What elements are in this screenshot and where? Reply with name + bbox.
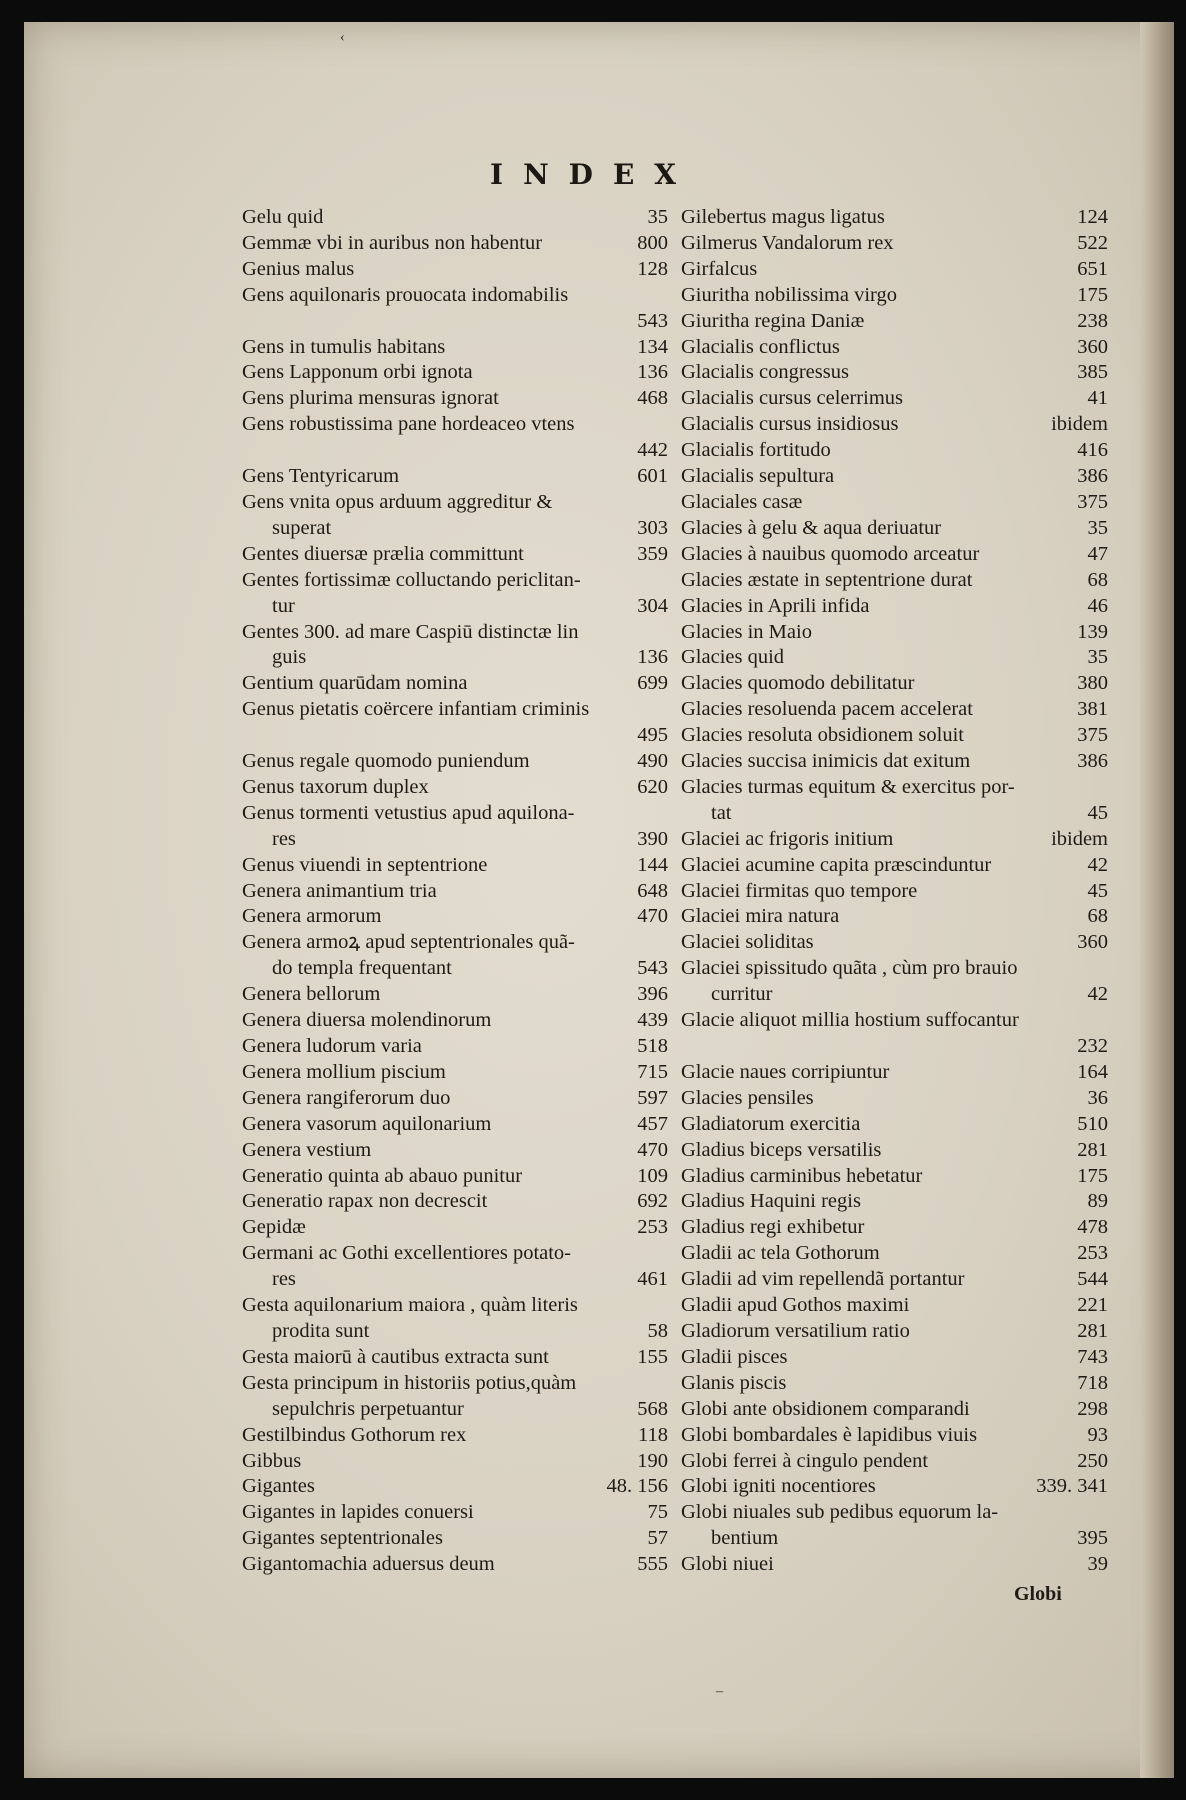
entry-text: Gens aquilonaris prouocata indomabilis <box>242 283 569 306</box>
entry-page: 470 <box>637 905 668 928</box>
entry-page: 381 <box>1077 698 1108 721</box>
entry-text: Gladius carminibus hebetatur <box>681 1164 923 1187</box>
entry-text: Genera vasorum aquilonarium <box>242 1112 492 1135</box>
entry-text: Gibbus <box>242 1449 302 1472</box>
index-entry <box>242 386 668 412</box>
entry-page: 386 <box>1077 465 1108 488</box>
entry-page: 522 <box>1077 231 1108 254</box>
entry-page: 93 <box>1087 1423 1108 1446</box>
index-column-left <box>242 205 668 1578</box>
entry-text: Glaciei spissitudo quãta , cùm pro brauio <box>681 957 1018 980</box>
entry-text: Glacies à gelu & aqua deriuatur <box>681 516 942 539</box>
index-entry <box>681 490 1108 516</box>
index-entry <box>681 1138 1108 1164</box>
entry-text: Globi bombardales è lapidibus viuis <box>681 1423 978 1446</box>
index-entry <box>242 620 668 672</box>
index-entry <box>242 464 668 490</box>
index-entry <box>681 1215 1108 1241</box>
index-entry <box>242 542 668 568</box>
entry-page: 221 <box>1077 1294 1108 1317</box>
entry-text: Generatio rapax non decrescit <box>242 1190 488 1213</box>
entry-text: Gladii ad vim repellendã portantur <box>681 1268 965 1291</box>
entry-text: Genera armorum <box>242 905 382 928</box>
entry-text: Glacialis sepultura <box>681 465 835 488</box>
catchword: Globi <box>1014 1583 1062 1605</box>
index-entry <box>242 231 668 257</box>
entry-page: 68 <box>1087 905 1108 928</box>
entry-page: 718 <box>1077 1371 1108 1394</box>
entry-text: Globi ante obsidionem comparandi <box>681 1397 970 1420</box>
index-entry <box>242 568 668 620</box>
entry-text: Glacialis cursus celerrimus <box>681 387 904 410</box>
index-entry <box>681 775 1108 827</box>
entry-page: 190 <box>637 1449 668 1472</box>
entry-continuation: tur <box>272 594 295 617</box>
page-header: INDEX <box>489 158 697 191</box>
entry-text: Gestilbindus Gothorum rex <box>242 1423 467 1446</box>
entry-page: 48. 156 <box>606 1475 668 1498</box>
index-entry <box>681 412 1108 438</box>
entry-text: Gladii ac tela Gothorum <box>681 1242 880 1265</box>
entry-page: 136 <box>637 646 668 669</box>
index-entry <box>242 205 668 231</box>
entry-page: 250 <box>1077 1449 1108 1472</box>
entry-page: 124 <box>1077 206 1108 228</box>
entry-page: 478 <box>1077 1216 1108 1239</box>
index-entry <box>242 801 668 853</box>
index-entry <box>242 1293 668 1345</box>
entry-text: Gladiatorum exercitia <box>681 1112 861 1135</box>
index-entry <box>681 438 1108 464</box>
entry-page: 175 <box>1077 283 1108 306</box>
entry-page: 396 <box>637 983 668 1006</box>
entry-continuation: do templa frequentant <box>272 957 452 980</box>
index-entry <box>681 257 1108 283</box>
entry-page: 304 <box>637 594 668 617</box>
entry-page: 620 <box>637 775 668 798</box>
entry-text: Germani ac Gothi excellentiores potato- <box>242 1242 572 1265</box>
index-entry <box>242 1164 668 1190</box>
entry-page: 42 <box>1087 983 1108 1006</box>
entry-page: 386 <box>1077 750 1108 773</box>
entry-page: 470 <box>637 1138 668 1161</box>
entry-page: 380 <box>1077 672 1108 695</box>
entry-text: Gentium quarūdam nomina <box>242 672 468 695</box>
index-entry <box>681 542 1108 568</box>
entry-text: Glacies in Maio <box>681 620 812 643</box>
entry-text: Glacialis congressus <box>681 361 849 384</box>
entry-text: Genius malus <box>242 257 355 280</box>
entry-text: Glacies quomodo debilitatur <box>681 672 915 695</box>
index-entry <box>681 620 1108 646</box>
entry-text: Genera animantium tria <box>242 879 437 902</box>
index-entry <box>242 1241 668 1293</box>
index-entry <box>681 853 1108 879</box>
index-entry <box>681 1449 1108 1475</box>
index-entry <box>681 1086 1108 1112</box>
index-entry <box>681 827 1108 853</box>
entry-text: Glacies succisa inimicis dat exitum <box>681 750 971 773</box>
index-entry <box>681 930 1108 956</box>
entry-text: Gens plurima mensuras ignorat <box>242 387 499 410</box>
index-entry <box>681 697 1108 723</box>
index-entry <box>242 775 668 801</box>
entry-page: 134 <box>637 335 668 358</box>
entry-page: 490 <box>637 750 668 773</box>
entry-text: Giuritha regina Daniæ <box>681 309 865 332</box>
entry-text: Gigantomachia aduersus deum <box>242 1553 495 1576</box>
entry-continuation: res <box>272 1268 296 1291</box>
entry-text: Genera ludorum varia <box>242 1035 422 1057</box>
index-entry <box>681 335 1108 361</box>
entry-text: Genera diuersa molendinorum <box>242 1009 492 1032</box>
index-entry <box>681 1189 1108 1215</box>
entry-page: 360 <box>1077 931 1108 954</box>
entry-page: 118 <box>638 1423 668 1446</box>
entry-text: Genera vestium <box>242 1138 372 1161</box>
index-entry <box>681 749 1108 775</box>
index-entry <box>681 645 1108 671</box>
margin-mark: ‹ <box>340 30 345 45</box>
entry-text: Glacialis fortitudo <box>681 439 831 462</box>
index-entry <box>681 360 1108 386</box>
entry-page: 461 <box>637 1268 668 1291</box>
index-entry <box>242 1449 668 1475</box>
entry-page: 648 <box>637 879 668 902</box>
entry-text: Gladius biceps versatilis <box>681 1138 882 1161</box>
entry-page: 601 <box>637 465 668 488</box>
entry-text: Gladius Haquini regis <box>681 1190 861 1213</box>
index-entry <box>681 594 1108 620</box>
index-entry <box>242 1474 668 1500</box>
entry-page: 544 <box>1077 1268 1108 1291</box>
entry-text: Gesta aquilonarium maiora , quàm literis <box>242 1294 578 1317</box>
entry-page: 457 <box>637 1112 668 1135</box>
entry-continuation: guis <box>272 646 307 669</box>
index-entry <box>242 1423 668 1449</box>
entry-text: Gens Tentyricarum <box>242 465 400 488</box>
entry-text: Gens vnita opus arduum aggreditur & <box>242 490 553 513</box>
index-entry <box>242 1189 668 1215</box>
entry-page: 46 <box>1087 594 1108 617</box>
entry-text: Genera rangiferorum duo <box>242 1086 451 1109</box>
index-entry <box>242 879 668 905</box>
index-entry <box>242 1215 668 1241</box>
entry-text: Gigantes <box>242 1475 315 1498</box>
entry-page: 68 <box>1087 568 1108 591</box>
index-entry <box>242 697 668 749</box>
entry-page: 281 <box>1077 1138 1108 1161</box>
entry-page: 303 <box>637 516 668 539</box>
entry-page: 395 <box>1077 1527 1108 1550</box>
entry-page: 238 <box>1077 309 1108 332</box>
entry-text: Glacies æstate in septentrione durat <box>681 568 973 591</box>
entry-page: 495 <box>637 724 668 747</box>
index-entry <box>242 1138 668 1164</box>
entry-text: Glaciei ac frigoris initium <box>681 827 894 850</box>
entry-text: Gladii pisces <box>681 1345 788 1368</box>
entry-page: 164 <box>1077 1060 1108 1083</box>
entry-text: Genus taxorum duplex <box>242 775 429 798</box>
entry-text: Glacialis cursus insidiosus <box>681 413 899 436</box>
entry-page: 109 <box>637 1164 668 1187</box>
entry-text: Glaciei soliditas <box>681 931 814 954</box>
index-entry <box>681 879 1108 905</box>
index-entry <box>242 1086 668 1112</box>
page-edge <box>1140 22 1174 1778</box>
entry-page: ibidem <box>1051 413 1108 436</box>
entry-page: 442 <box>637 439 668 462</box>
entry-text: Glacies à nauibus quomodo arceatur <box>681 542 980 565</box>
index-entry <box>681 1552 1108 1578</box>
entry-text: Gentes 300. ad mare Caspiū distinctæ lin <box>242 620 579 643</box>
entry-page: 510 <box>1077 1112 1108 1135</box>
entry-text: Gens robustissima pane hordeaceo vtens <box>242 413 575 436</box>
entry-page: 468 <box>637 387 668 410</box>
entry-text: Gemmæ vbi in auribus non habentur <box>242 231 543 254</box>
entry-text: Gigantes septentrionales <box>242 1527 443 1550</box>
entry-continuation: bentium <box>711 1527 779 1550</box>
index-entry <box>681 283 1108 309</box>
index-entry <box>242 749 668 775</box>
index-entry <box>681 1008 1108 1060</box>
entry-text: Globi ferrei à cingulo pendent <box>681 1449 929 1472</box>
entry-page: 136 <box>637 361 668 384</box>
index-entry <box>681 1371 1108 1397</box>
margin-mark: – <box>716 1684 723 1699</box>
entry-text: Globi igniti nocentiores <box>681 1475 876 1498</box>
index-entry <box>242 412 668 464</box>
entry-page: 75 <box>647 1501 668 1524</box>
entry-text: Globi niuei <box>681 1553 774 1576</box>
entry-text: Gigantes in lapides conuersi <box>242 1501 474 1524</box>
index-entry <box>242 1500 668 1526</box>
entry-page: 360 <box>1077 335 1108 358</box>
entry-page: 39 <box>1087 1553 1108 1576</box>
index-entry <box>242 1060 668 1086</box>
entry-page: 692 <box>637 1190 668 1213</box>
entry-text: Gepidæ <box>242 1216 306 1239</box>
entry-page: 45 <box>1087 879 1108 902</box>
entry-text: Glaciei firmitas quo tempore <box>681 879 918 902</box>
index-entry <box>242 1034 668 1060</box>
index-entry <box>681 309 1108 335</box>
index-entry <box>681 464 1108 490</box>
index-entry <box>242 360 668 386</box>
entry-continuation: res <box>272 827 296 850</box>
entry-text: Glacies resoluta obsidionem soluit <box>681 724 964 747</box>
index-entry <box>242 1345 668 1371</box>
entry-text: Gens Lapponum orbi ignota <box>242 361 473 384</box>
index-entry <box>242 1371 668 1423</box>
entry-page: 58 <box>647 1319 668 1342</box>
entry-page: 715 <box>637 1060 668 1083</box>
index-entry <box>242 283 668 335</box>
entry-page: 155 <box>637 1345 668 1368</box>
index-entry <box>242 335 668 361</box>
entry-page: 42 <box>1087 853 1108 876</box>
entry-page: 359 <box>637 542 668 565</box>
index-entry <box>681 516 1108 542</box>
entry-text: Glaciei acumine capita præscinduntur <box>681 853 992 876</box>
entry-continuation: tat <box>711 801 732 824</box>
entry-page: 518 <box>637 1035 668 1057</box>
entry-text: Glacies turmas equitum & exercitus por- <box>681 775 1015 798</box>
entry-page: 339. 341 <box>1036 1475 1108 1498</box>
entry-text: Gladiorum versatilium ratio <box>681 1319 910 1342</box>
index-entry <box>681 1241 1108 1267</box>
index-entry <box>681 1474 1108 1500</box>
entry-page: 597 <box>637 1086 668 1109</box>
entry-page: 36 <box>1087 1086 1108 1109</box>
entry-page: 555 <box>637 1553 668 1576</box>
index-entry <box>681 1345 1108 1371</box>
entry-page: 298 <box>1077 1397 1108 1420</box>
entry-page: 385 <box>1077 361 1108 384</box>
entry-page: 281 <box>1077 1319 1108 1342</box>
index-entry <box>681 671 1108 697</box>
entry-text: Genus pietatis coërcere infantiam criminis <box>242 698 590 721</box>
entry-page: ibidem <box>1051 827 1108 850</box>
index-column-right <box>681 205 1108 1578</box>
index-entry <box>242 1008 668 1034</box>
entry-text: Genus tormenti vetustius apud aquilona- <box>242 801 575 824</box>
index-entry <box>242 982 668 1008</box>
entry-text: Glaciales casæ <box>681 490 803 513</box>
entry-text: Glacies quid <box>681 646 785 669</box>
entry-text: Genus viuendi in septentrione <box>242 853 488 876</box>
index-entry <box>681 904 1108 930</box>
entry-text: Giuritha nobilissima virgo <box>681 283 898 306</box>
index-entry <box>681 1500 1108 1552</box>
index-entry <box>681 386 1108 412</box>
entry-text: Glacie naues corripiuntur <box>681 1060 890 1083</box>
entry-text: Glanis piscis <box>681 1371 787 1394</box>
index-entry <box>681 1060 1108 1086</box>
index-entry <box>242 1112 668 1138</box>
entry-text: Gesta maiorū à cautibus extracta sunt <box>242 1345 549 1368</box>
entry-text: Glacies resoluenda pacem accelerat <box>681 698 973 721</box>
entry-text: Gesta principum in historiis potius,quàm <box>242 1371 577 1394</box>
entry-text: Gilebertus magus ligatus <box>681 206 885 228</box>
entry-text: Glacies in Aprili infida <box>681 594 870 617</box>
entry-page: 390 <box>637 827 668 850</box>
entry-text: Genera bellorum <box>242 983 381 1006</box>
index-entry <box>681 1423 1108 1449</box>
entry-text: Genera mollium piscium <box>242 1060 446 1083</box>
entry-page: 543 <box>637 957 668 980</box>
entry-page: 35 <box>1087 646 1108 669</box>
entry-page: 139 <box>1077 620 1108 643</box>
index-entry <box>242 1526 668 1552</box>
entry-page: 57 <box>647 1527 668 1550</box>
entry-text: Glacie aliquot millia hostium suffocantur <box>681 1009 1019 1032</box>
index-entry <box>681 1397 1108 1423</box>
entry-page: 128 <box>637 257 668 280</box>
index-entry <box>681 1293 1108 1319</box>
index-entry <box>681 231 1108 257</box>
entry-page: 89 <box>1087 1190 1108 1213</box>
entry-text: Genera armoꝝ apud septentrionales quã- <box>242 931 575 954</box>
entry-text: Gladius regi exhibetur <box>681 1216 865 1239</box>
entry-text: Gilmerus Vandalorum rex <box>681 231 894 254</box>
entry-page: 651 <box>1077 257 1108 280</box>
entry-continuation: prodita sunt <box>272 1319 370 1342</box>
entry-text: Gentes fortissimæ colluctando periclitan- <box>242 568 581 591</box>
entry-page: 253 <box>1077 1242 1108 1265</box>
entry-page: 568 <box>637 1397 668 1420</box>
index-entry <box>242 904 668 930</box>
index-entry <box>681 205 1108 231</box>
entry-page: 232 <box>1077 1035 1108 1057</box>
entry-page: 144 <box>637 853 668 876</box>
entry-text: Gentes diuersæ prælia committunt <box>242 542 524 565</box>
entry-page: 35 <box>647 206 668 228</box>
entry-page: 743 <box>1077 1345 1108 1368</box>
index-entry <box>242 930 668 982</box>
index-entry <box>681 1164 1108 1190</box>
entry-page: 699 <box>637 672 668 695</box>
entry-page: 35 <box>1087 516 1108 539</box>
entry-continuation: superat <box>272 516 332 539</box>
entry-text: Glacialis conflictus <box>681 335 840 358</box>
entry-text: Gladii apud Gothos maximi <box>681 1294 910 1317</box>
entry-page: 41 <box>1087 387 1108 410</box>
entry-page: 439 <box>637 1009 668 1032</box>
entry-text: Gens in tumulis habitans <box>242 335 446 358</box>
index-entry <box>681 568 1108 594</box>
entry-page: 416 <box>1077 439 1108 462</box>
entry-text: Generatio quinta ab abauo punitur <box>242 1164 523 1187</box>
index-entry <box>681 1112 1108 1138</box>
entry-page: 800 <box>637 231 668 254</box>
entry-page: 45 <box>1087 801 1108 824</box>
entry-page: 175 <box>1077 1164 1108 1187</box>
entry-text: Glaciei mira natura <box>681 905 840 928</box>
index-entry <box>242 490 668 542</box>
entry-text: Genus regale quomodo puniendum <box>242 750 530 773</box>
entry-text: Globi niuales sub pedibus equorum la- <box>681 1501 999 1524</box>
index-entry <box>242 257 668 283</box>
entry-page: 253 <box>637 1216 668 1239</box>
index-entry <box>242 1552 668 1578</box>
entry-page: 375 <box>1077 724 1108 747</box>
entry-continuation: sepulchris perpetuantur <box>272 1397 464 1420</box>
entry-page: 543 <box>637 309 668 332</box>
entry-text: Girfalcus <box>681 257 758 280</box>
index-entry <box>681 956 1108 1008</box>
index-entry <box>681 1319 1108 1345</box>
index-entry <box>681 1267 1108 1293</box>
entry-text: Glacies pensiles <box>681 1086 814 1109</box>
entry-page: 375 <box>1077 490 1108 513</box>
index-entry <box>681 723 1108 749</box>
index-entry <box>242 853 668 879</box>
entry-continuation: curritur <box>711 983 773 1006</box>
entry-text: Gelu quid <box>242 206 324 228</box>
index-entry <box>242 671 668 697</box>
entry-page: 47 <box>1087 542 1108 565</box>
